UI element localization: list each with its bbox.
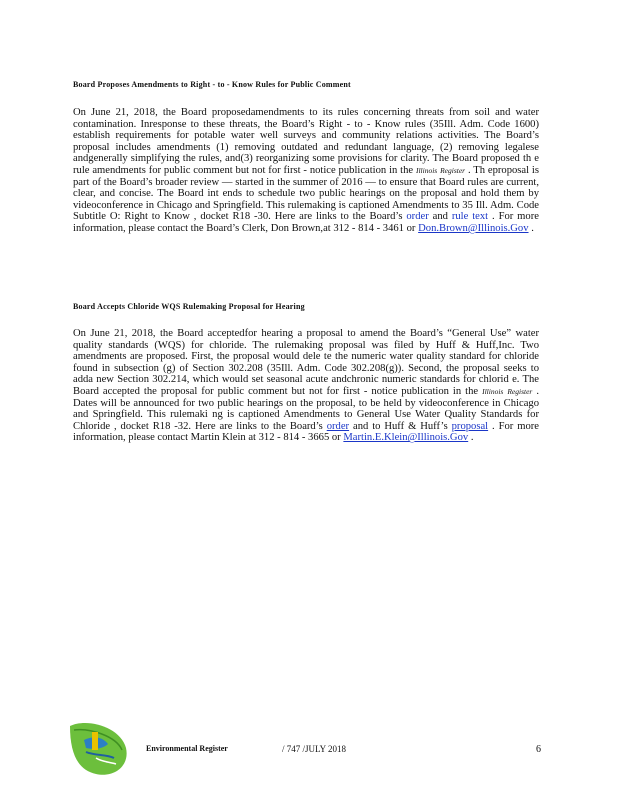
caption-link-chloride[interactable]: Amendments to General Use Water Quality Standards for Chloride: [73, 409, 539, 432]
section-heading-chloride: Board Accepts Chloride WQS Rulemaking Proposal for Hearing: [73, 302, 305, 311]
paragraph-text: and to Huff & Huff’s: [353, 420, 448, 432]
order-link[interactable]: order: [326, 420, 350, 432]
paragraph-text: . Th eproposal is part of the Board’s broader review — started in the summer of 2016 — to ensure that Board rules are current, clear, and concise. The Board int ends to schedule two public hearings on the proposal and hold them by videoconference in Chicago and Springfield. This rulemaking is captioned: [73, 164, 539, 211]
email-link-martin-klein[interactable]: Martin.E.Klein@Illinois.Gov: [343, 432, 469, 444]
proposal-link[interactable]: proposal: [451, 420, 489, 432]
paragraph-text: .: [531, 222, 534, 234]
paragraph-text: . Dates will be announced for two public hearings on the proposal, to be held by videoconference in Chicago and Springfield. This rulemaki ng is captioned: [73, 385, 539, 421]
paragraph-chloride: [73, 328, 539, 444]
footer-page-number: 6: [536, 744, 541, 755]
order-link[interactable]: order: [406, 211, 429, 223]
italic-register: Register: [440, 165, 466, 175]
italic-register: Register: [507, 386, 533, 396]
paragraph-text: , docket R18 -30. Here are links to the Board’s: [193, 211, 403, 223]
paragraph-text: . For more information, please contact the Board’s Clerk, Don Brown,at 312 - 814 - 3461 or: [73, 211, 539, 234]
paragraph-text: On June 21, 2018, the Board acceptedfor hearing a proposal to amend the Board’s “General Use” water quality standards (WQS) for chloride. The rulemaking proposal was filed by Huff & Huff,Inc. Two amendments are proposed. First, the proposal would dele te the numeric water quality standard for chloride found in subsection (g) of Section 302.208 (35Ill. Adm. Code 302.208(g)). Second, the proposal seeks to adda new Section 302.214, which would set seasonal acute andchronic numeric standards for chlorid e. The Board accepted the proposal for public comment but not for first - notice publication in the: [73, 328, 539, 397]
leaf-water-logo-icon: [66, 718, 130, 778]
italic-illinois: Illinois: [415, 165, 438, 175]
caption-link-right-to-know[interactable]: Amendments to 35 Ill. Adm. Code Subtitle O: Right to Know: [73, 199, 539, 223]
italic-illinois: Illinois: [482, 386, 504, 396]
paragraph-text: and: [432, 211, 448, 223]
paragraph-right-to-know: [73, 107, 539, 235]
paragraph-text: .: [470, 432, 474, 444]
paragraph-text: On June 21, 2018, the Board proposedamendments to its rules concerning threats from soil and water contamination. Inresponse to these threats, the Board’s Right - to - Know rules (35Ill. Adm. Code 1600) establish requirements for potable water well surveys and community relations activities. The Board’s proposal includes amendments (1) removing outdated and redundant language, (2) removing legalese andgenerally simplifying the rules, and(3) reorganizing some provisions for clarity. The Board proposed th e rule amendments for public comment but not for first - notice publication in the: [73, 107, 539, 176]
section-heading-right-to-know: Board Proposes Amendments to Right - to - Know Rules for Public Comment: [73, 80, 351, 89]
footer-issue: / 747 /JULY 2018: [282, 744, 347, 754]
footer-publication-name: Environmental Register: [146, 744, 228, 753]
email-link-don-brown[interactable]: Don.Brown@Illinois.Gov: [418, 222, 529, 234]
paragraph-text: . For more information, please contact Martin Klein at 312 - 814 - 3665 or: [73, 420, 539, 444]
rule-text-link[interactable]: rule text: [451, 211, 489, 223]
paragraph-text: , docket R18 -32. Here are links to the Board’s: [114, 420, 323, 432]
